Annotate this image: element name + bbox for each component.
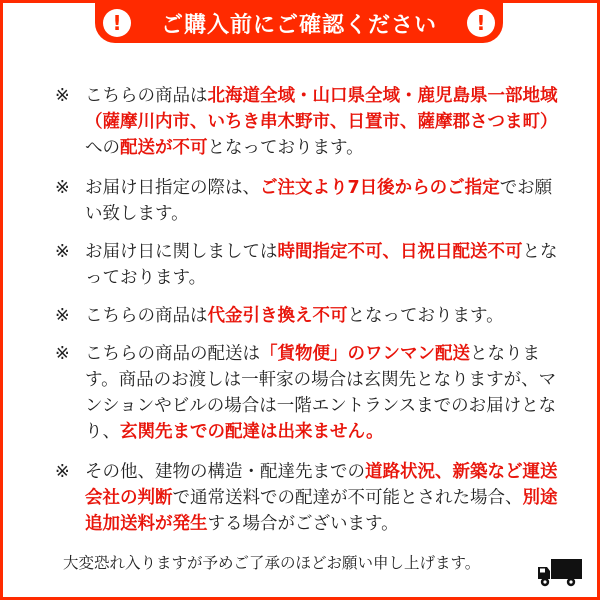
banner-title: ご購入前にご確認ください — [160, 12, 437, 38]
notice-item — [55, 303, 565, 329]
notice-text-part: お届け日に関しましては — [85, 242, 278, 262]
notice-text — [85, 459, 565, 537]
highlighted-text: 道路状況、新築など運送会社の判断 — [85, 462, 558, 508]
reference-mark: ※ — [55, 242, 70, 262]
highlighted-text: 「貨物便」のワンマン配送 — [260, 344, 470, 364]
notice-text-part: お届け日指定の際は、 — [85, 178, 260, 198]
notice-text-part: となっております。 — [207, 138, 364, 158]
notice-text-part: となっております。 — [347, 306, 504, 326]
notice-item — [55, 341, 565, 445]
notice-text — [85, 239, 565, 291]
reference-mark: ※ — [55, 462, 70, 482]
highlighted-text: 代金引き換え不可 — [207, 306, 348, 326]
highlighted-text: 別途追加送料が発生 — [85, 488, 558, 534]
footer-message: 大変恐れ入りますが予めご了承のほどお願い申し上げます。 — [63, 554, 481, 572]
notice-text-part: こちらの商品は — [85, 306, 208, 326]
truck-icon — [537, 555, 583, 589]
notice-text — [85, 303, 565, 329]
notice-text-part: こちらの商品は — [85, 86, 208, 106]
notice-item — [55, 175, 565, 227]
notes-list — [55, 83, 565, 551]
notice-text-part: で通常送料での配達が不可能とされた場合、 — [172, 488, 523, 508]
reference-mark: ※ — [55, 178, 70, 198]
exclamation-icon-right: ! — [467, 9, 495, 37]
highlighted-text: 北海道全域・山口県全域・鹿児島県一部地域（薩摩川内市、いちき串木野市、日置市、薩摩郡さつま町） — [85, 86, 558, 132]
notice-text-part: となっております。 — [85, 242, 558, 288]
notice-text-part: でお願い致します。 — [85, 178, 553, 224]
reference-mark: ※ — [55, 86, 70, 106]
exclamation-icon-left: ! — [103, 9, 131, 37]
highlighted-text: 配送が不可 — [120, 138, 208, 158]
reference-mark: ※ — [55, 306, 70, 326]
highlighted-text: 時間指定不可、日祝日配送不可 — [277, 242, 523, 262]
reference-mark: ※ — [55, 344, 70, 364]
highlighted-text: 玄関先までの配達は出来ません。 — [120, 422, 384, 442]
notice-text-part: への — [85, 138, 120, 158]
notice-item — [55, 239, 565, 291]
notice-text — [85, 83, 565, 161]
notice-text-part: こちらの商品の配送は — [85, 344, 260, 364]
notice-text — [85, 341, 565, 445]
notice-banner — [95, 3, 503, 43]
notice-text — [85, 175, 565, 227]
notice-text-part: する場合がございます。 — [207, 514, 399, 534]
notice-item — [55, 459, 565, 537]
highlighted-text: ご注文より7日後からのご指定 — [260, 178, 500, 198]
notice-item — [55, 83, 565, 161]
notice-text-part: その他、建物の構造・配達先までの — [85, 462, 365, 482]
notice-text-part: となります。商品のお渡しは一軒家の場合は玄関先となりますが、マンションやビルの場合は一階エントランスまでのお届けとなり、 — [85, 344, 557, 442]
